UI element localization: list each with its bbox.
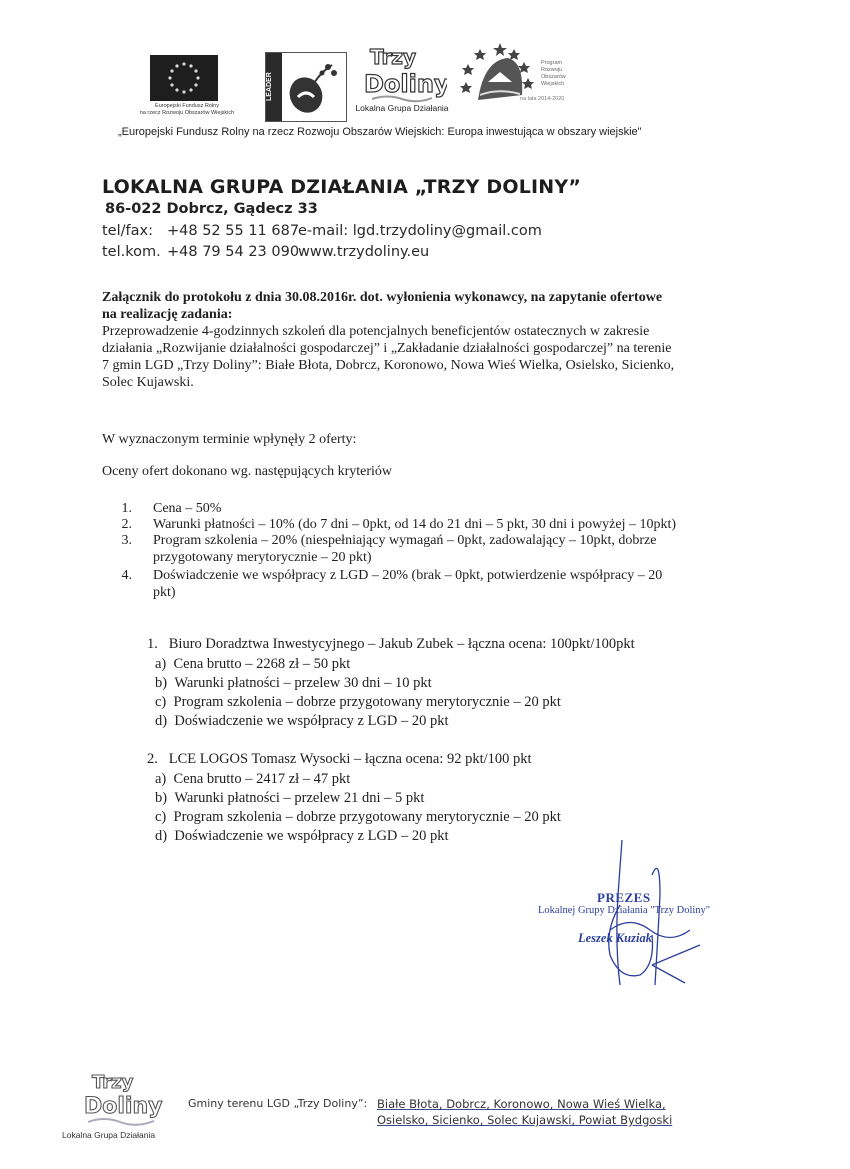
eu-caption-line1: Europejski Fundusz Rolny	[155, 103, 219, 109]
item-text: Warunki płatności – przelew 30 dni – 10 pkt	[174, 675, 432, 691]
task-description-line: 7 gmin LGD „Trzy Doliny”: Białe Błota, Dobrcz, Koronowo, Nowa Wieś Wielka, Osielsko, Sicienko,	[102, 358, 675, 373]
prow-years: na lata 2014-2020	[520, 96, 565, 102]
offer-number: 1.	[147, 636, 158, 652]
offer-2-item-c	[155, 809, 561, 826]
lgd-logo-caption: Lokalna Grupa Działania	[355, 103, 449, 113]
footer-municipalities-line2: Osielsko, Sicienko, Solec Kujawski, Powiat Bydgoski	[377, 1113, 673, 1127]
logo-word-trzy: Trzy	[370, 45, 416, 69]
task-description-line: Solec Kujawski.	[102, 375, 194, 390]
item-letter: b)	[155, 675, 168, 691]
tel-value: +48 52 55 11 687	[167, 223, 300, 239]
footer-logo-trzy: Trzy	[92, 1072, 134, 1093]
criterion-text: Warunki płatności – 10% (do 7 dni – 0pkt, od 14 do 21 dni – 5 pkt, 30 dni i powyżej – 10pkt)	[153, 517, 677, 532]
item-letter: a)	[155, 656, 167, 672]
criterion-text-cont: przygotowany merytorycznie – 20 pkt)	[153, 550, 372, 565]
offer-number: 2.	[147, 751, 158, 767]
item-letter: c)	[155, 809, 167, 825]
tel-label: tel/fax:	[102, 223, 153, 239]
prow-line: Rozwoju	[541, 67, 563, 73]
email-label: e-mail:	[298, 223, 349, 239]
stamp-org-line: Lokalnej Grupy Działania "Trzy Doliny"	[538, 905, 711, 916]
item-text: Program szkolenia – dobrze przygotowany merytorycznie – 20 pkt	[173, 694, 561, 710]
offers-received-text: W wyznaczonym terminie wpłynęły 2 oferty:	[102, 432, 357, 447]
prow-line: Wiejskich	[541, 81, 565, 87]
eu-flag-logo	[150, 55, 218, 101]
eu-stars-icon	[150, 55, 218, 101]
task-description-line: Przeprowadzenie 4-godzinnych szkoleń dla potencjalnych beneficjentów ostatecznych w zakresie	[102, 324, 650, 339]
offer-1-item-c	[155, 694, 561, 711]
leader-leaf-icon	[284, 57, 342, 117]
offer-title-text: Biuro Doradztwa Inwestycyjnego – Jakub Zubek – łączna ocena: 100pkt/100pkt	[168, 636, 635, 652]
eafrd-slogan: „Europejski Fundusz Rolny na rzecz Rozwoju Obszarów Wiejskich: Europa inwestująca w obszary wiejskie"	[118, 126, 642, 138]
prow-text	[541, 60, 566, 88]
item-letter: b)	[155, 790, 168, 806]
criterion-number: 4.	[121, 568, 132, 583]
org-address: 86-022 Dobrcz, Gądecz 33	[105, 201, 318, 217]
criterion-text: Doświadczenie we współpracy z LGD – 20% (brak – 0pkt, potwierdzenie współpracy – 20	[153, 568, 663, 583]
org-title: LOKALNA GRUPA DZIAŁANIA „TRZY DOLINY”	[102, 176, 582, 198]
offer-1-title	[147, 636, 635, 653]
footer-municipalities-line1: Białe Błota, Dobrcz, Koronowo, Nowa Wieś Wielka,	[377, 1097, 666, 1111]
offer-2-title	[147, 751, 532, 768]
criterion-number: 2.	[121, 517, 132, 532]
leader-logo	[265, 52, 347, 122]
email-link[interactable]: lgd.trzydoliny@gmail.com	[352, 223, 542, 239]
offer-2-item-a	[155, 771, 350, 788]
footer-municipalities-label: Gminy terenu LGD „Trzy Doliny”:	[188, 1097, 368, 1110]
footer-logo-doliny: Doliny	[84, 1094, 163, 1119]
item-text: Doświadczenie we współpracy z LGD – 20 pkt	[174, 713, 449, 729]
prow-line: Obszarów	[541, 74, 566, 80]
stamp-title: PREZES	[597, 890, 651, 905]
criterion-text: Cena – 50%	[153, 501, 222, 516]
item-letter: c)	[155, 694, 167, 710]
item-text: Doświadczenie we współpracy z LGD – 20 pkt	[174, 828, 449, 844]
offer-title-text: LCE LOGOS Tomasz Wysocki – łączna ocena: 92 pkt/100 pkt	[168, 751, 532, 767]
eu-caption	[112, 103, 262, 117]
criterion-number: 1.	[121, 501, 132, 516]
task-description-line: działania „Rozwijanie działalności gospodarczej” i „Zakładanie działalności gospodarczej” na terenie	[102, 341, 672, 356]
leader-label: LEADER	[266, 53, 282, 121]
item-text: Program szkolenia – dobrze przygotowany merytorycznie – 20 pkt	[173, 809, 561, 825]
logo-word-doliny: Doliny	[364, 70, 447, 98]
trzy-doliny-footer-logo	[70, 1068, 170, 1130]
stamp-name: Leszek Kuziak	[578, 931, 652, 945]
footer-logo	[70, 1068, 170, 1135]
criterion-number: 3.	[121, 533, 132, 548]
offer-1-item-d	[155, 713, 449, 730]
footer-logo-caption: Lokalna Grupa Działania	[62, 1130, 156, 1140]
prow-line: Program	[541, 60, 563, 66]
eu-caption-line2: na rzecz Rozwoju Obszarów Wiejskich	[139, 110, 235, 116]
criterion-text: Program szkolenia – 20% (niespełniający wymagań – 0pkt, zadowalający – 10pkt, dobrze	[153, 533, 657, 548]
offer-1-item-b	[155, 675, 432, 692]
item-letter: d)	[155, 713, 168, 729]
item-text: Cena brutto – 2268 zł – 50 pkt	[173, 656, 351, 672]
item-text: Cena brutto – 2417 zł – 47 pkt	[173, 771, 351, 787]
offer-2-item-b	[155, 790, 424, 807]
item-letter: d)	[155, 828, 168, 844]
doc-heading-line1: Załącznik do protokołu z dnia 30.08.2016r. dot. wyłonienia wykonawcy, na zapytanie ofertowe	[102, 290, 663, 305]
mobile-value: +48 79 54 23 090	[167, 244, 300, 260]
offer-1-item-a	[155, 656, 350, 673]
offer-2-item-d	[155, 828, 449, 845]
criteria-intro: Oceny ofert dokonano wg. następujących kryteriów	[102, 464, 393, 479]
email-row	[298, 223, 542, 239]
website-link[interactable]: www.trzydoliny.eu	[298, 244, 430, 260]
mobile-label: tel.kom.	[102, 244, 161, 260]
item-letter: a)	[155, 771, 167, 787]
item-text: Warunki płatności – przelew 21 dni – 5 pkt	[174, 790, 425, 806]
doc-heading-line2: na realizację zadania:	[102, 307, 233, 322]
criterion-text-cont: pkt)	[153, 585, 176, 600]
